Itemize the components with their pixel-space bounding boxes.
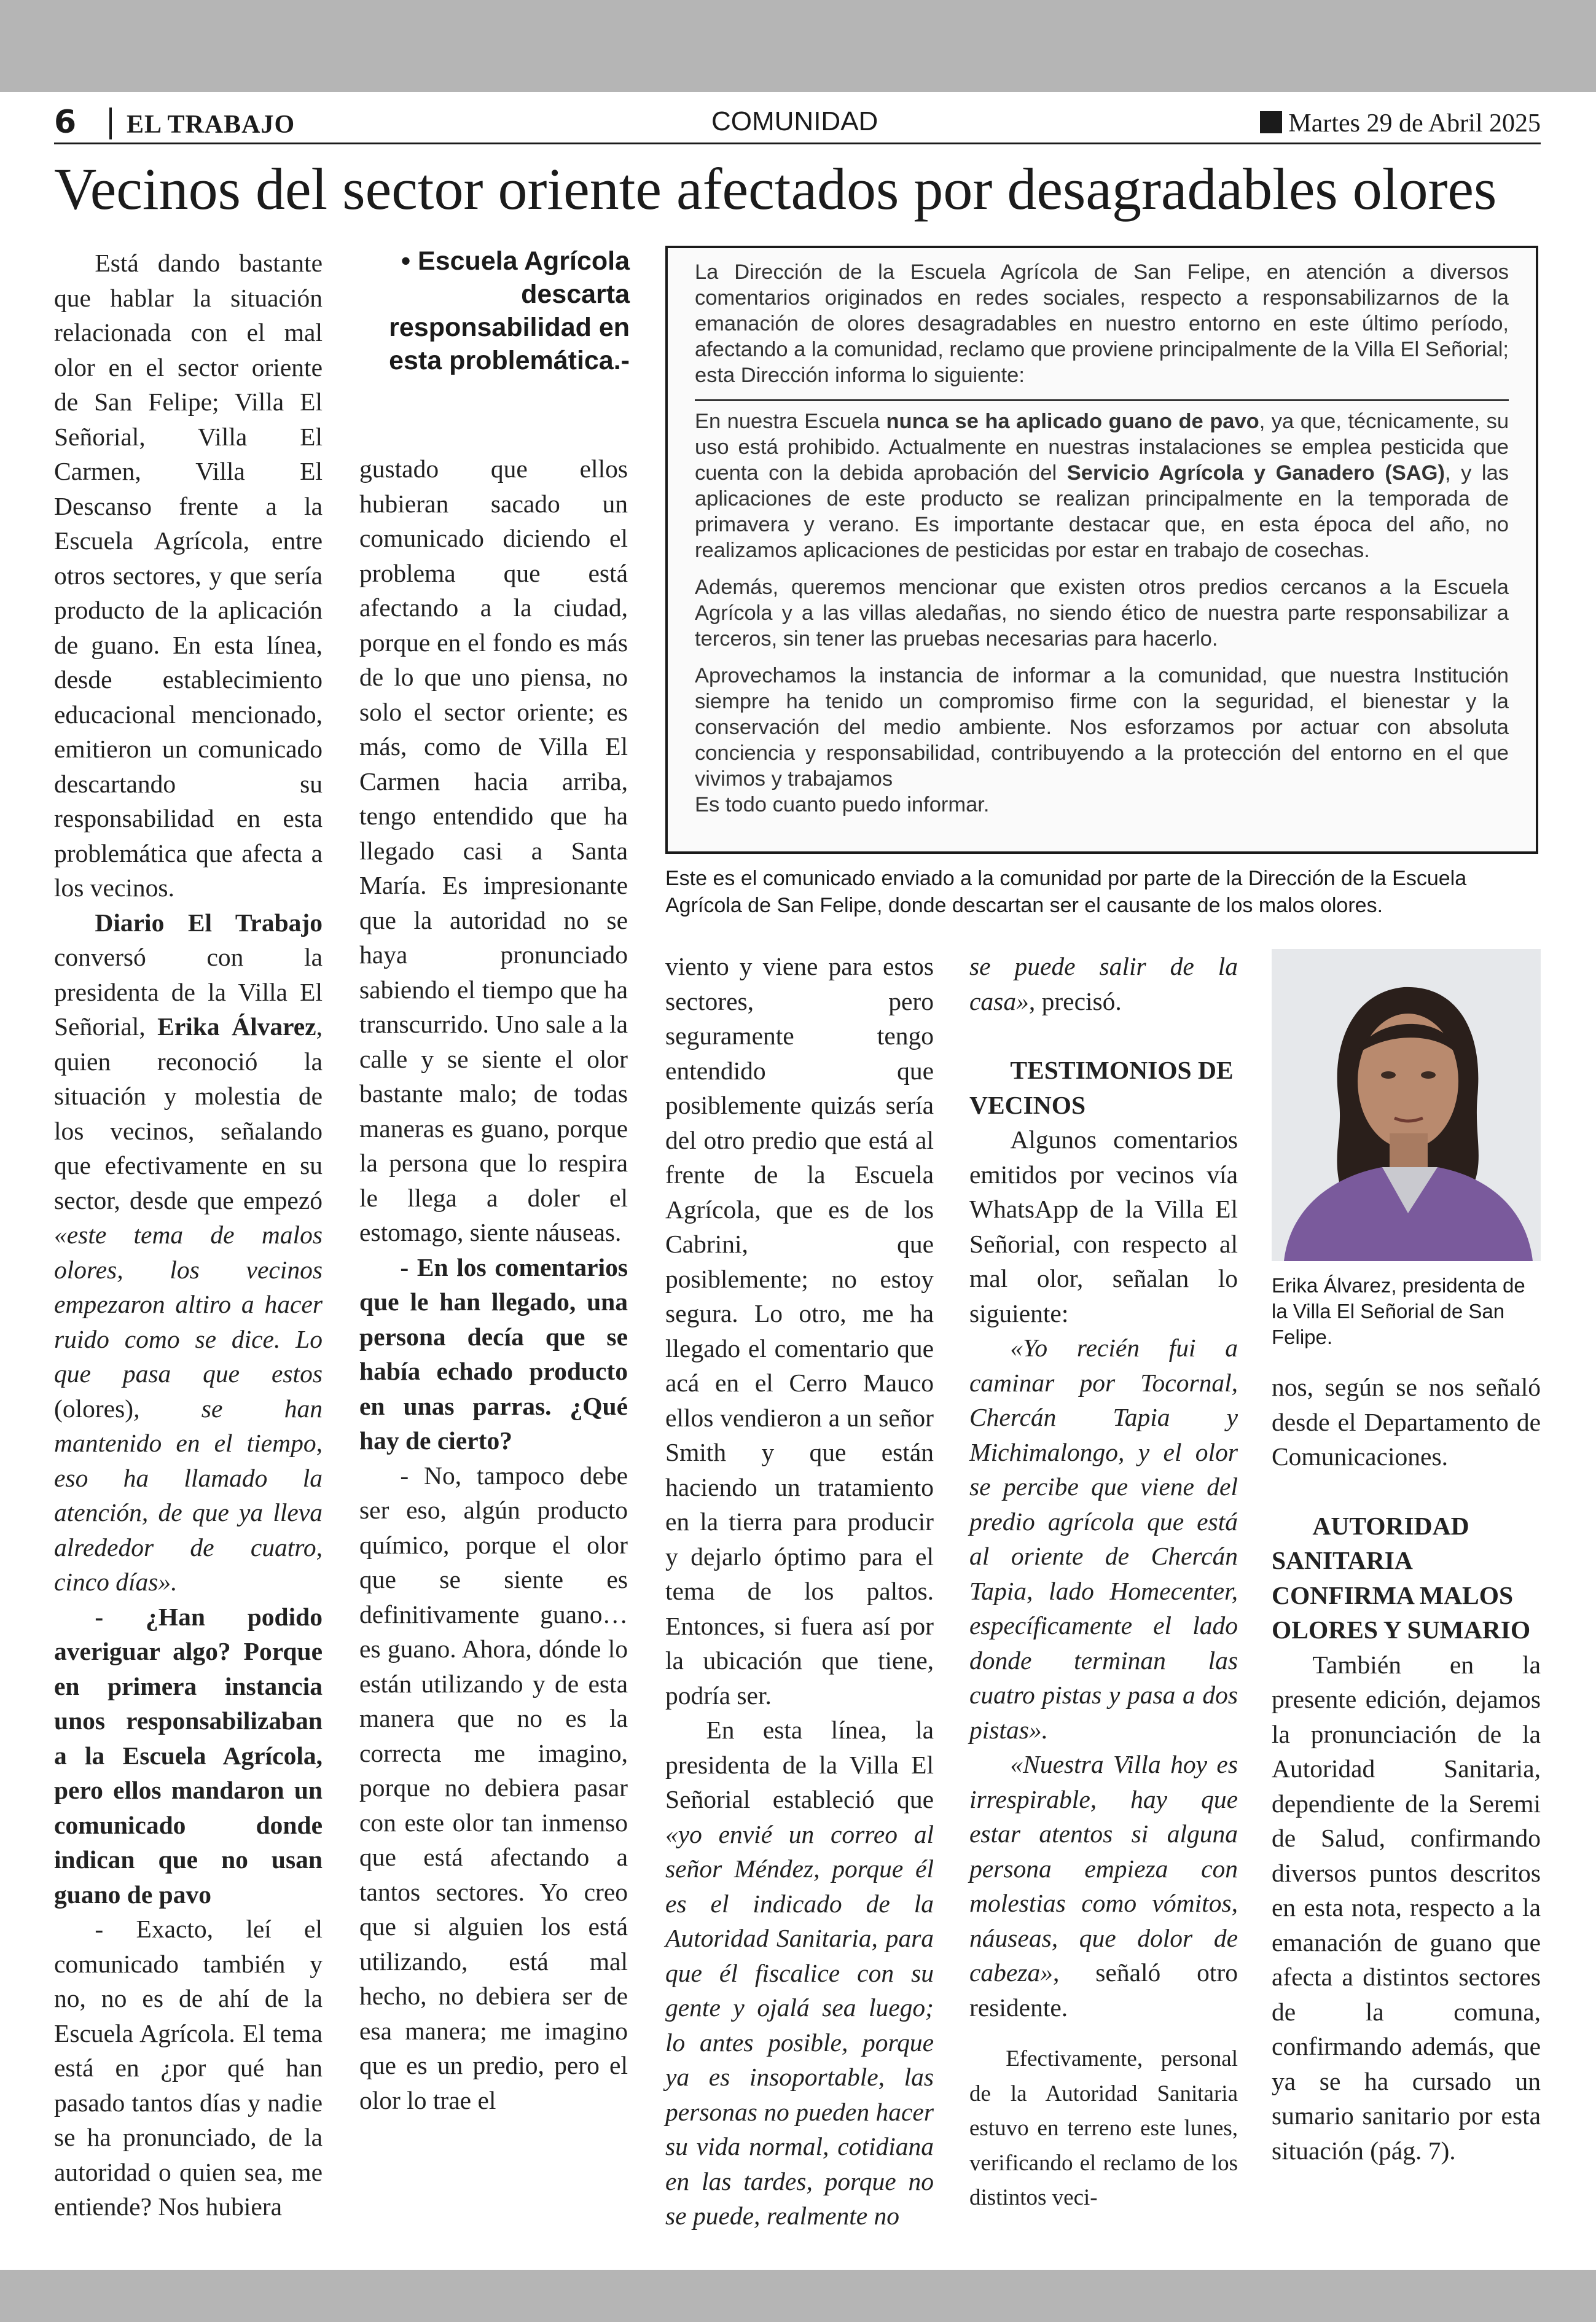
statement-paragraph: Aprovechamos la instancia de informar a la comunidad, que nuestra Institución siempre ha tenido un compromiso firme con la seguridad, el bienestar y la conservación del medio ambiente. Nos esforzamos por actuar con absoluta conciencia y responsabilidad, contribuyendo a la protección del entorno en el que vivimos y trabajamos [695, 664, 1509, 791]
person-name: Erika Álvarez [157, 1012, 316, 1041]
bottom-gray-band [0, 2270, 1596, 2322]
text: , y las aplicaciones de este producto se realizan principalmente en la temporada de primavera y verano. Es importante destacar que, en esta época del año, no realizamos aplicaciones de pesticidas por estar en trabajo de cosechas. [695, 461, 1509, 562]
interview-answer: - No, tampoco debe ser eso, algún producto químico, porque el olor que se siente es definitivamente guano… es guano. Ahora, dónde lo están utilizando y de esta manera que no es la correcta me imagino, porque no debiera pasar con este olor tan inmenso que está afectando a tantos sectores. Yo creo que si alguien los está utilizando, está mal hecho, no debiera ser de esa manera; me imagino que es un predio, pero el olor lo trae el [359, 1461, 628, 2114]
quote: «yo envié un correo al señor Méndez, porque él es el indicado de la Autoridad Sanitaria, para que él fiscalice con su gente y ojalá sea luego; lo antes posible, porque ya es insoportable, las personas no pueden hacer su vida normal, cotidiana en las tardes, porque no se puede, realmente no [665, 1820, 934, 2230]
square-bullet-icon [1260, 111, 1282, 133]
quote: se puede salir de la casa» [969, 952, 1238, 1015]
column-3 [665, 949, 934, 2234]
issue-date-text: Martes 29 de Abril 2025 [1288, 109, 1541, 138]
text: conversó con la presidenta de la Villa El Señorial, [54, 943, 323, 1041]
column-1 [54, 246, 323, 2224]
interview-answer: - Exacto, leí el comunicado también y no, no es de ahí de la Escuela Agrícola. El tema está en ¿por qué han pasado tantos días y nadie se ha pronunciado, de la autoridad o quien sea, me entiende? Nos hubiera [54, 1915, 323, 2221]
statement-paragraph: La Dirección de la Escuela Agrícola de San Felipe, en atención a diversos comentarios originados en redes sociales, respecto a responsabilizarnos de la emanación de olores desagradables en nuestro entorno en este último período, afectando a la comunidad, reclamo que proviene principalmente de la Villa El Señorial; esta Dirección informa lo siguiente: [695, 260, 1509, 387]
photo-caption: Erika Álvarez, presidenta de la Villa El Señorial de San Felipe. [1272, 1274, 1525, 1348]
portrait-illustration [1272, 949, 1541, 1261]
header-divider [109, 108, 112, 139]
emphasis: Servicio Agrícola y Ganadero (SAG) [1066, 461, 1445, 485]
header-rule [54, 143, 1541, 144]
text: En nuestra Escuela [695, 410, 886, 433]
statement-closing: Es todo cuanto puedo informar. [695, 793, 990, 816]
paragraph [969, 949, 1238, 1018]
paragraph: Algunos comentarios emitidos por vecinos vía WhatsApp de la Villa El Señorial, con respecto al mal olor, señalan lo siguiente: [969, 1125, 1238, 1327]
quote: , se han mantenido en el tiempo, eso ha llamado la atención, de que ya lleva alrededor de cuatro, cinco días». [54, 1394, 323, 1596]
paragraph [969, 1747, 1238, 2025]
text: , ya que, técnicamente, su uso está prohibido. Actualmente en nuestras instalaciones se emplea pesticida que cuenta con la debida aprobación del [695, 410, 1509, 485]
paragraph: También en la presente edición, dejamos la pronunciación de la Autoridad Sanitaria, dependiente de la Seremi de Salud, confirmando diversos puntos descritos en esta nota, respecto a la emanación de guano que afecta a distintos sectores de la comuna, confirmando además, que ya se ha cursado un sumario sanitario por esta situación (pág. 7). [1272, 1650, 1541, 2165]
page-header [54, 101, 1541, 144]
paragraph [665, 1713, 934, 2234]
paragraph: viento y viene para estos sectores, pero seguramente tengo entendido que posiblemente quizás sería del otro predio que está al frente de la Escuela Agrícola, que es de los Cabrini, que posiblemente; no estoy segura. Lo otro, me ha llegado el comentario que acá en el Cerro Mauco ellos vendieron a un señor Smith y que están haciendo un tratamiento en la tierra para producir y dejarlo óptimo para el tema de los paltos. Entonces, si fuera así por la ubicación que tiene, podría ser. [665, 952, 934, 1710]
page-number: 6 [54, 104, 77, 141]
statement-caption: Este es el comunicado enviado a la comunidad por parte de la Dirección de la Escuela Agrícola de San Felipe, donde descartan ser el causante de los malos olores. [665, 867, 1467, 917]
paragraph: gustado que ellos hubieran sacado un comunicado diciendo el problema que está afectando a la ciudad, porque en el fondo es más de lo que uno piensa, no solo el sector oriente; es más, como de Villa El Carmen hacia arriba, tengo entendido que ha llegado casi a Santa María. Es impresionante que la autoridad no se haya pronunciado sabiendo el tiempo que ha transcurrido. Uno sale a la calle y se siente el olor bastante malo; de todas maneras es guano, porque la persona que lo respira le llega a doler el estomago, siente náuseas. [359, 455, 628, 1246]
newspaper-name: EL TRABAJO [127, 111, 295, 139]
paragraph: nos, según se nos señaló desde el Departamento de Comunicaciones. [1272, 1373, 1541, 1471]
quote: «Yo recién fui a caminar por Tocornal, Chercán Tapia y Michimalongo, y el olor se percibe que viene del predio agrícola que está al oriente de Chercán Tapia, lado Homecenter, específicamente el lado donde terminan las cuatro pistas y pasa a dos pistas». [969, 1334, 1238, 1744]
interview-question: - En los comentarios que le han llegado, una persona decía que se había echado producto en unas parras. ¿Qué hay de cierto? [359, 1253, 628, 1455]
pull-quote: • Escuela Agrícola descarta responsabilidad en esta problemática.- [389, 246, 630, 375]
emphasis: nunca se ha aplicado guano de pavo [886, 410, 1259, 433]
subheading-testimonios: TESTIMONIOS DE VECINOS [969, 1056, 1234, 1119]
issue-date [1260, 109, 1541, 138]
text: (olores) [54, 1394, 134, 1423]
subheading-autoridad: AUTORIDAD SANITARIA CONFIRMA MALOS OLORES Y SUMARIO [1272, 1511, 1531, 1644]
text: , señaló otro residente. [969, 1958, 1238, 2022]
paragraph [54, 905, 323, 1600]
outlet-name: Diario El Trabajo [95, 908, 323, 937]
text: , precisó. [1028, 987, 1122, 1015]
column-4 [969, 949, 1238, 2216]
quote: «este tema de malos olores, los vecinos empezaron altiro a hacer ruido como se dice. Lo que pasa que estos [54, 1221, 323, 1388]
erika-alvarez-photo [1272, 949, 1541, 1261]
text: , quien reconoció la situación y molestia de los vecinos, señalando que efectivamente en su sector, desde que empezó [54, 1012, 323, 1214]
paragraph: Efectivamente, personal de la Autoridad Sanitaria estuvo en terreno este lunes, verificando el reclamo de los distintos veci- [969, 2046, 1238, 2210]
article-headline: Vecinos del sector oriente afectados por desagradables olores [54, 156, 1497, 222]
interview-question: - ¿Han podido averiguar algo? Porque en primera instancia unos responsabilizaban a la Escuela Agrícola, pero ellos mandaron un comunicado donde indican que no usan guano de pavo [54, 1602, 323, 1909]
top-gray-band [0, 0, 1596, 92]
section-name: COMUNIDAD [711, 106, 878, 136]
text: En esta línea, la presidenta de la Villa El Señorial estableció que [665, 1716, 934, 1813]
school-statement-box [665, 246, 1538, 854]
paragraph: Está dando bastante que hablar la situación relacionada con el mal olor en el sector oriente de San Felipe; Villa El Señorial, Villa El Carmen, Villa El Descanso frente a la Escuela Agrícola, entre otros sectores, y que sería producto de la aplicación de guano. En esta línea, desde establecimiento educacional mencionado, emitieron un comunicado descartando su responsabilidad en esta problemática que afecta a los vecinos. [54, 249, 323, 902]
quote: «Nuestra Villa hoy es irrespirable, hay que estar atentos si alguna persona empieza con molestias como vómitos, náuseas, que dolor de cabeza» [969, 1750, 1238, 1987]
statement-paragraph [695, 399, 1509, 563]
column-2 [359, 452, 628, 2117]
statement-paragraph: Además, queremos mencionar que existen otros predios cercanos a la Escuela Agrícola y a las villas aledañas, no siendo ético de nuestra parte responsabilizar a terceros, sin tener las pruebas necesarias para hacerlo. [695, 576, 1509, 651]
column-5 [1272, 1370, 1541, 2168]
